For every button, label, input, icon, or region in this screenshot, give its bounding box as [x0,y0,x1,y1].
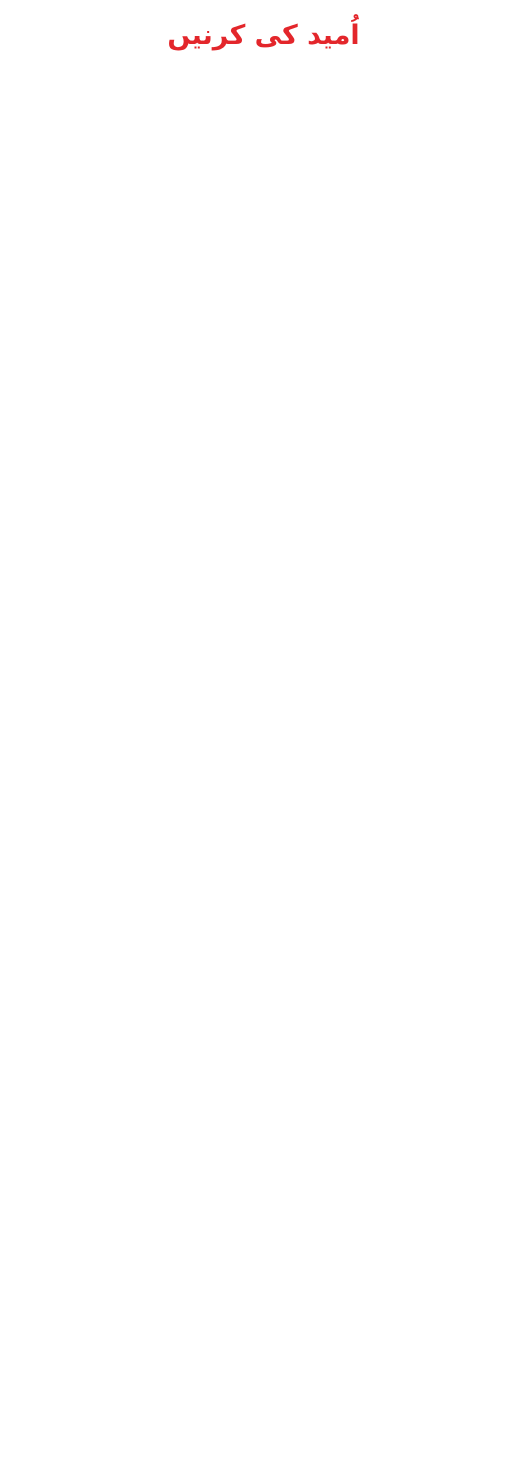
text-line [10,145,517,173]
article-paragraph [10,480,517,1197]
text-line [10,894,517,922]
text-line [10,701,517,729]
text-line [10,200,517,228]
text-line [10,338,517,366]
text-line [10,1115,517,1143]
text-line [10,1143,517,1171]
text-line [10,839,517,867]
byline [10,64,517,90]
article-body [10,90,517,1478]
text-line [10,421,517,449]
text-line [10,1087,517,1115]
text-line [10,90,517,118]
article-paragraph [10,90,517,476]
text-line [10,922,517,950]
text-line [10,1170,517,1198]
text-line [10,394,517,422]
text-line [10,1032,517,1060]
article-title: اُمید کی کرنیں [167,20,360,51]
text-line [10,673,517,701]
article-paragraph [10,1202,517,1478]
text-line [10,1229,517,1257]
text-line [10,228,517,256]
text-line [10,1257,517,1285]
text-line [10,1285,517,1313]
text-line [10,784,517,812]
text-line [10,729,517,757]
text-line [10,1450,517,1478]
text-line [10,311,517,339]
text-line [10,646,517,674]
text-line [10,283,517,311]
text-line [10,1005,517,1033]
text-line [10,591,517,619]
text-line [10,1423,517,1451]
text-line [10,480,517,508]
text-line [10,563,517,591]
text-line [10,256,517,284]
text-line [10,1202,517,1230]
text-line [10,977,517,1005]
masthead [10,14,517,64]
text-line [10,867,517,895]
text-line [10,1395,517,1423]
text-line [10,449,517,477]
text-line [10,173,517,201]
text-line [10,1060,517,1088]
text-line [10,949,517,977]
text-line [10,1367,517,1395]
text-line [10,508,517,536]
text-line [10,618,517,646]
text-line [10,811,517,839]
text-line [10,118,517,146]
text-line [10,756,517,784]
text-line [10,1312,517,1340]
text-line [10,366,517,394]
text-line [10,1340,517,1368]
text-line [10,536,517,564]
